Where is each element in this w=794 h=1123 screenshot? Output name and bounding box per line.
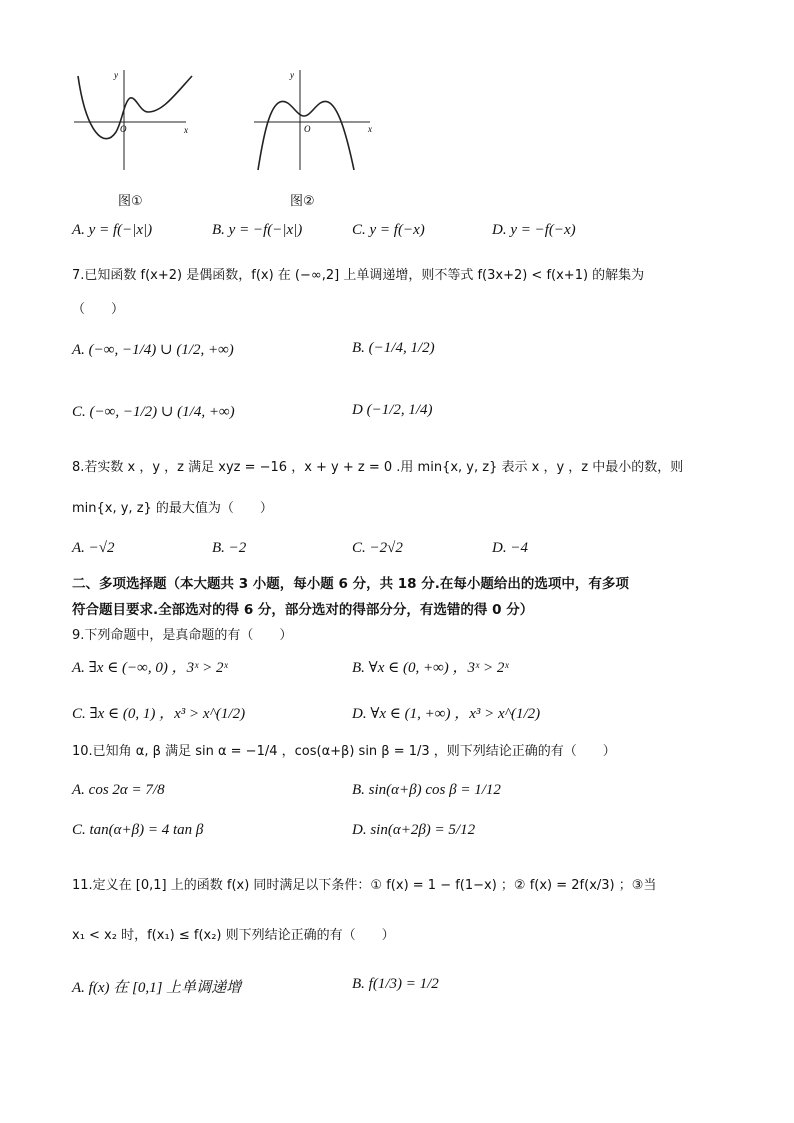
q9-stem: 9.下列命题中，是真命题的有（ ） bbox=[72, 628, 293, 643]
figure-2-caption: 图② bbox=[290, 194, 315, 209]
fig2-x-label: x bbox=[368, 124, 372, 134]
q11-stem-continued: x₁ < x₂ 时，f(x₁) ≤ f(x₂) 则下列结论正确的有（ ） bbox=[72, 928, 395, 943]
q7-option-c: C. (−∞, −1/2) ∪ (1/4, +∞) bbox=[72, 404, 235, 420]
q11-option-a: A. f(x) 在 [0,1] 上单调递增 bbox=[72, 980, 242, 996]
q10-option-c: C. tan(α+β) = 4 tan β bbox=[72, 822, 204, 838]
q6-option-b: B. y = −f(−|x|) bbox=[212, 222, 303, 238]
q9-option-d: D. ∀x ∈ (1, +∞) ，x³ > x^(1/2) bbox=[352, 706, 541, 722]
section-2-heading-line-1: 二、多项选择题（本大题共 3 小题，每小题 6 分，共 18 分.在每小题给出的选项中，有多项 bbox=[72, 576, 629, 592]
q10-option-b: B. sin(α+β) cos β = 1/12 bbox=[352, 782, 501, 798]
fig1-x-label: x bbox=[184, 125, 188, 135]
q8-stem: 8.若实数 x ，y ，z 满足 xyz = −16 ，x + y + z = 0 .用 min{x, y, z} 表示 x ，y ，z 中最小的数，则 bbox=[72, 460, 684, 475]
q7-blank: （ ） bbox=[72, 302, 125, 317]
fig2-origin-label: O bbox=[304, 124, 311, 134]
q6-option-c: C. y = f(−x) bbox=[352, 222, 425, 238]
q8-option-d: D. −4 bbox=[492, 540, 528, 556]
q6-option-a: A. y = f(−|x|) bbox=[72, 222, 153, 238]
figure-2-graph bbox=[250, 62, 378, 174]
q7-option-a: A. (−∞, −1/4) ∪ (1/2, +∞) bbox=[72, 342, 234, 358]
fig1-origin-label: O bbox=[120, 124, 127, 134]
figure-1-caption: 图① bbox=[118, 194, 143, 209]
q8-option-a: A. −√2 bbox=[72, 540, 115, 556]
q6-option-d: D. y = −f(−x) bbox=[492, 222, 576, 238]
fig1-y-label: y bbox=[114, 70, 118, 80]
q11-option-b: B. f(1/3) = 1/2 bbox=[352, 976, 439, 992]
fig2-y-label: y bbox=[290, 70, 294, 80]
fig2-curve bbox=[258, 101, 354, 170]
q9-option-c: C. ∃x ∈ (0, 1) ，x³ > x^(1/2) bbox=[72, 706, 246, 722]
q7-option-b: B. (−1/4, 1/2) bbox=[352, 340, 435, 356]
q9-option-a: A. ∃x ∈ (−∞, 0) ，3ˣ > 2ˣ bbox=[72, 660, 228, 676]
q7-option-d: D (−1/2, 1/4) bbox=[352, 402, 433, 418]
q7-stem: 7.已知函数 f(x+2) 是偶函数，f(x) 在 (−∞,2] 上单调递增，则不等式 f(3x+2) < f(x+1) 的解集为 bbox=[72, 268, 645, 283]
section-2-heading-line-2: 符合题目要求.全部选对的得 6 分，部分选对的得部分分，有选错的得 0 分） bbox=[72, 602, 534, 618]
q9-option-b: B. ∀x ∈ (0, +∞) ，3ˣ > 2ˣ bbox=[352, 660, 509, 676]
fig1-curve bbox=[78, 76, 192, 139]
q11-stem: 11.定义在 [0,1] 上的函数 f(x) 同时满足以下条件：① f(x) = 1 − f(1−x) ；② f(x) = 2f(x/3) ；③当 bbox=[72, 878, 657, 893]
q10-stem: 10.已知角 α, β 满足 sin α = −1/4 ，cos(α+β) sin β = 1/3 ，则下列结论正确的有（ ） bbox=[72, 744, 616, 759]
q8-option-c: C. −2√2 bbox=[352, 540, 403, 556]
q8-option-b: B. −2 bbox=[212, 540, 247, 556]
q8-stem-continued: min{x, y, z} 的最大值为（ ） bbox=[72, 501, 273, 516]
figure-1-graph bbox=[70, 62, 200, 174]
q10-option-d: D. sin(α+2β) = 5/12 bbox=[352, 822, 476, 838]
q10-option-a: A. cos 2α = 7/8 bbox=[72, 782, 165, 798]
